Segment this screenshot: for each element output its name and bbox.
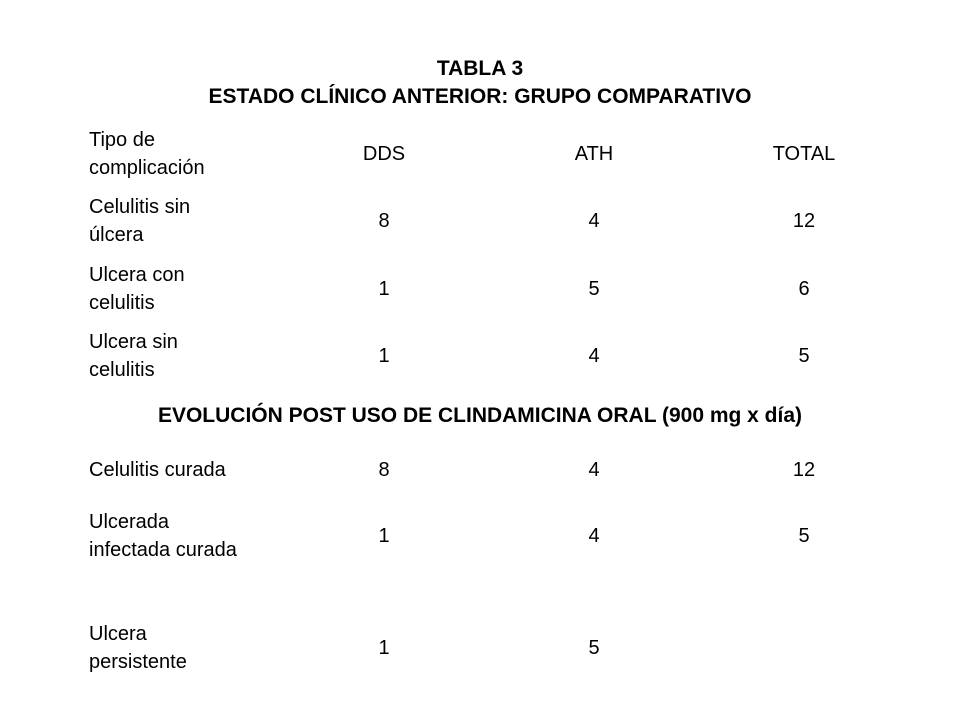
row-label-line1: Celulitis curada (89, 459, 226, 481)
cell-dds: 1 (378, 637, 390, 659)
row-label-line1: Ulcera con (89, 264, 185, 286)
row-label-line1: Ulcera (89, 623, 147, 645)
row-label-line2: celulitis (89, 292, 155, 314)
cell-ath: 5 (588, 278, 600, 300)
row-label (89, 328, 249, 384)
cell-ath: 4 (588, 525, 600, 547)
cell-ath: 5 (588, 637, 600, 659)
row-label-line2: persistente (89, 651, 187, 673)
table-subtitle: ESTADO CLÍNICO ANTERIOR: GRUPO COMPARATIVO (208, 85, 752, 108)
cell-total: 12 (792, 459, 816, 481)
cell-total: 12 (792, 210, 816, 232)
row-label-line1: Celulitis sin (89, 196, 191, 218)
cell-total: 5 (798, 345, 810, 367)
header-dds: DDS (362, 143, 406, 165)
row-label (89, 620, 289, 676)
row-label (89, 193, 249, 249)
cell-dds: 8 (378, 459, 390, 481)
cell-dds: 1 (378, 278, 390, 300)
cell-ath: 4 (588, 210, 600, 232)
header-label-line1: Tipo de (89, 129, 155, 151)
cell-total: 5 (798, 525, 810, 547)
row-label (89, 456, 289, 484)
cell-ath: 4 (588, 345, 600, 367)
row-label-line2: úlcera (89, 224, 144, 246)
cell-dds: 1 (378, 525, 390, 547)
header-ath: ATH (574, 143, 614, 165)
row-label-line2: celulitis (89, 359, 155, 381)
cell-total: 6 (798, 278, 810, 300)
header-total: TOTAL (772, 143, 836, 165)
row-label-line2: infectada curada (89, 539, 237, 561)
row-label-line1: Ulcerada (89, 511, 170, 533)
row-label-line1: Ulcera sin (89, 331, 178, 353)
row-label (89, 261, 249, 317)
header-label (89, 126, 249, 182)
cell-dds: 8 (378, 210, 390, 232)
row-label (89, 508, 289, 564)
cell-dds: 1 (378, 345, 390, 367)
cell-ath: 4 (588, 459, 600, 481)
header-label-line2: complicación (89, 157, 205, 179)
section-title: EVOLUCIÓN POST USO DE CLINDAMICINA ORAL (900 mg x día) (157, 404, 803, 427)
table-title: TABLA 3 (436, 57, 524, 80)
